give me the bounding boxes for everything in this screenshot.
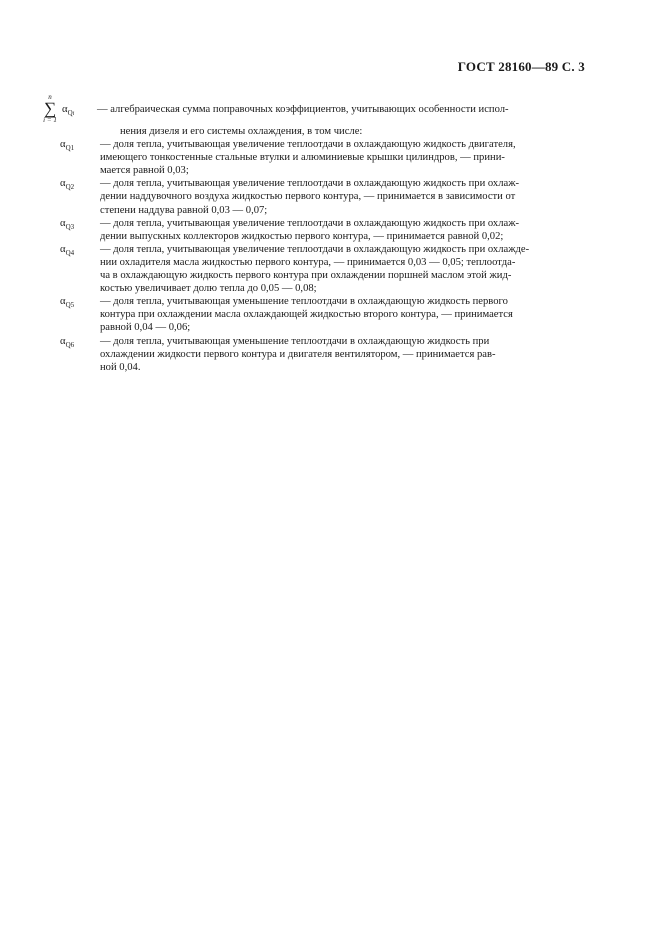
coefficient-item (40, 295, 590, 334)
alpha-subscript-index: i (72, 111, 75, 117)
coefficient-item (40, 217, 590, 243)
sigma-glyph: ∑ (43, 99, 57, 118)
sum-alpha-symbol (62, 103, 74, 121)
coefficient-description (100, 217, 590, 243)
coefficient-item (40, 138, 590, 177)
sum-upper-limit: n (48, 93, 52, 101)
alpha-subscript: Q6 (65, 340, 75, 349)
alpha-glyph: α (60, 178, 66, 190)
alpha-glyph: α (60, 139, 66, 151)
coefficient-symbol (60, 138, 74, 155)
text-line: костью увеличивает долю тепла до 0,05 — 0,08; (100, 283, 317, 295)
coefficient-list (40, 138, 590, 374)
text-line: дении выпускных коллекторов жидкостью первого контура, — принимается равной 0,02; (100, 230, 504, 242)
alpha-glyph: α (60, 296, 66, 308)
coefficient-symbol (60, 243, 74, 260)
coefficient-description (100, 335, 590, 374)
coefficient-symbol (60, 295, 74, 312)
alpha-subscript-letter: Q (67, 109, 73, 117)
text-line: ча в охлаждающую жидкость первого контура при охлаждении поршней маслом этой жид- (100, 270, 512, 282)
text-line: охлаждении жидкости первого контура и двигателя вентилятором, — принимается рав- (100, 348, 496, 360)
coefficient-symbol (60, 177, 74, 194)
coefficient-description (100, 138, 590, 177)
alpha-subscript: Q4 (65, 248, 75, 257)
text-line: контура при охлаждении масла охлаждающей жидкостью второго контура, — принимается (100, 309, 513, 321)
coefficient-description (100, 243, 590, 295)
alpha-subscript: Q2 (65, 183, 75, 192)
document-body (40, 93, 590, 374)
text-line: имеющего тонкостенные стальные втулки и алюминиевые крышки цилиндров, — прини- (100, 152, 505, 164)
text-line: равной 0,04 — 0,06; (100, 322, 191, 334)
alpha-subscript: Q5 (65, 301, 75, 310)
text-line: ной 0,04. (100, 361, 141, 373)
document-header: ГОСТ 28160—89 С. 3 (457, 59, 585, 74)
text-line: — доля тепла, учитывающая увеличение теплоотдачи в охлаждающую жидкость при охлаж- (100, 178, 520, 190)
text-line: — доля тепла, учитывающая увеличение теплоотдачи в охлаждающую жидкость при охлаж- (100, 217, 520, 229)
coefficient-description (100, 295, 590, 334)
coefficient-symbol (60, 335, 74, 352)
coefficient-item (40, 243, 590, 295)
alpha-glyph: α (60, 217, 66, 229)
alpha-glyph: α (62, 104, 68, 115)
sum-description: — алгебраическая сумма поправочных коэффициентов, учитывающих особенности испол- (97, 104, 509, 115)
coefficient-item (40, 335, 590, 374)
sum-description-continuation: нения дизеля и его системы охлаждения, в том числе: (120, 126, 363, 137)
text-line: нии охладителя масла жидкостью первого контура, — принимается 0,03 — 0,05; теплоотда- (100, 256, 516, 268)
coefficient-description (100, 177, 590, 216)
coefficient-symbol (60, 217, 74, 234)
sum-formula-row (40, 93, 590, 125)
sum-lower-limit: i = 1 (43, 116, 57, 124)
text-line: мается равной 0,03; (100, 165, 189, 177)
coefficient-item (40, 177, 590, 216)
text-line: — доля тепла, учитывающая уменьшение теплоотдачи в охлаждающую жидкость при (100, 335, 490, 347)
summation-symbol (40, 93, 60, 124)
alpha-glyph: α (60, 335, 66, 347)
alpha-subscript (68, 109, 75, 117)
text-line: — доля тепла, учитывающая увеличение теплоотдачи в охлаждающую жидкость двигателя, (100, 139, 516, 151)
text-line: — доля тепла, учитывающая увеличение теплоотдачи в охлаждающую жидкость при охлажде- (100, 243, 530, 255)
text-line: — доля тепла, учитывающая уменьшение теплоотдачи в охлаждающую жидкость первого (100, 296, 508, 308)
text-line: степени наддува равной 0,03 — 0,07; (100, 204, 268, 216)
alpha-subscript: Q3 (65, 222, 75, 231)
text-line: дении наддувочного воздуха жидкостью первого контура, — принимается в зависимости от (100, 191, 516, 203)
alpha-subscript: Q1 (65, 144, 75, 153)
alpha-glyph: α (60, 243, 66, 255)
